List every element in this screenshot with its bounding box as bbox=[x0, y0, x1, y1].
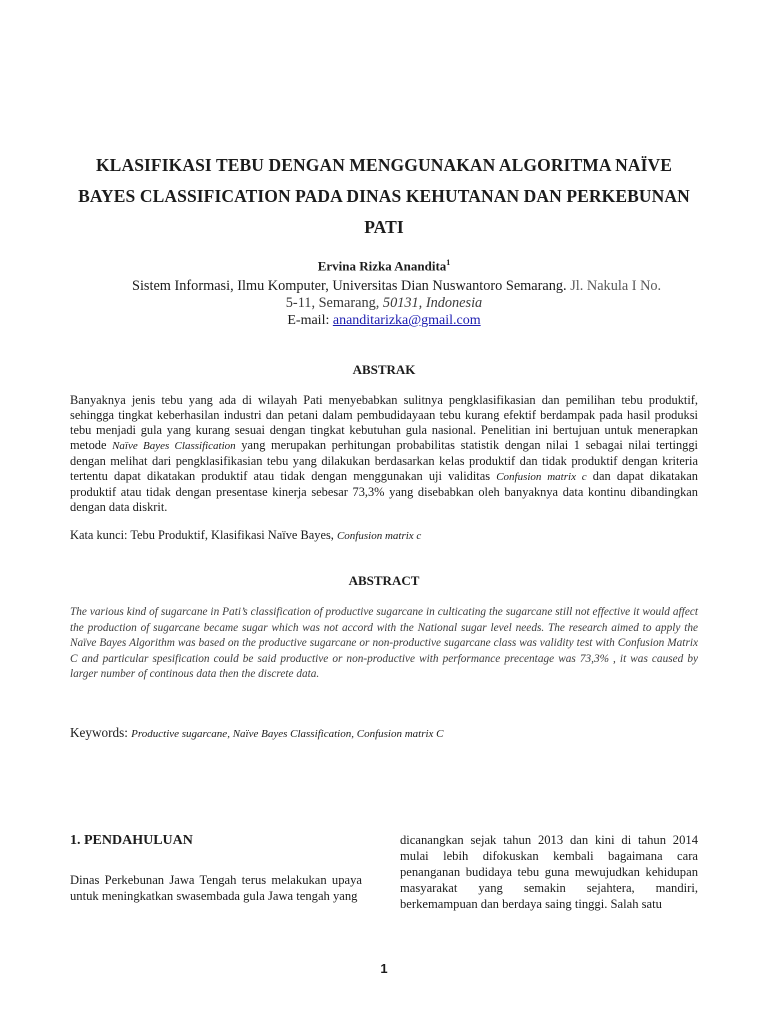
abstrak-body bbox=[70, 393, 698, 515]
email-line bbox=[0, 313, 768, 329]
author-name bbox=[0, 258, 768, 274]
abstract-body: The various kind of sugarcane in Pati’s classification of productive sugarcane in culticating the sugarcane still not effective it would affect the production of sugarcane became sugar which was not accord with the National sugar level needs. The research aimed to apply the Naïve Bayes Algorithm was based on the productive sugarcane or non-productive sugarcane class was validity test with Confusion Matrix C and particular spesification could be said productive or non-productive with performance precentage was 73,3% , it was caused by larger number of continous data then the discrete data. bbox=[70, 606, 698, 680]
abstrak-text-1: Banyaknya jenis tebu yang ada di wilayah Pati menyebabkan sulitnya pengklasifikasian dan pemilihan tebu produktif, sehingga tingkat keberhasilan industri dan petani dalam pembudidayaan tebu kurang efektif berdampak pada hasil produksi tebu menjadi gula yang kurang sesuai dengan tingkat kebutuhan gula nasional. Penelitian ini bertujuan untuk menerapkan metode bbox=[70, 393, 698, 452]
keywords-text: Productive sugarcane, Naïve Bayes Classification, Confusion matrix C bbox=[131, 728, 444, 740]
affiliation-line-1 bbox=[132, 278, 661, 295]
keywords-label: Keywords: bbox=[70, 725, 132, 740]
affiliation-postcode: 50131, Indonesia bbox=[379, 295, 483, 311]
email-link[interactable]: ananditarizka@gmail.com bbox=[332, 313, 481, 328]
title-line-3: PATI bbox=[364, 217, 404, 237]
kata-kunci-term: Confusion matrix c bbox=[336, 530, 422, 542]
affiliation-institution: Sistem Informasi, Ilmu Komputer, Universitas Dian Nuswantoro Semarang. bbox=[132, 278, 567, 294]
abstrak-text-3: dan dapat dikatakan produktif atau tidak dengan presentase kinerja sebesar 73,3% yang disebabkan oleh banyaknya data kontinu dibandingkan dengan data diskrit. bbox=[70, 469, 698, 514]
kata-kunci bbox=[70, 528, 710, 543]
kata-kunci-label: Kata kunci: Tebu Produktif, Klasifikasi Naïve Bayes, bbox=[70, 528, 337, 542]
abstrak-text-2: yang merupakan perhitungan probabilitas statistik dengan nilai 1 sebagai nilai tertinggi dengan melihat dari pengklasifikasian tebu yang dilakukan berdasarkan kelas produktif dan tidak produktif dengan kriteria tertentu dapat dikatakan produktif atau tidak dengan menggunakan uji validitas bbox=[70, 438, 699, 483]
page-number: 1 bbox=[380, 961, 388, 976]
section-heading-pendahuluan: 1. PENDAHULUAN bbox=[70, 833, 193, 848]
keywords bbox=[70, 725, 444, 741]
affiliation-street: Jl. Nakula I No. bbox=[566, 278, 662, 294]
abstrak-term-confusion: Confusion matrix c bbox=[496, 471, 587, 483]
section-left-column: Dinas Perkebunan Jawa Tengah terus melakukan upaya untuk meningkatkan swasembada gula Jawa tengah yang bbox=[70, 873, 362, 903]
abstrak-heading: ABSTRAK bbox=[352, 362, 416, 377]
section-right-column: dicanangkan sejak tahun 2013 dan kini di tahun 2014 mulai lebih difokuskan kembali bagaimana cara penanganan budidaya tebu guna mewujudkan kehidupan masyarakat yang semakin sejahtera, mandiri, berkemampuan dan berdaya saing tinggi. Salah satu bbox=[400, 833, 698, 911]
author-superscript: 1 bbox=[446, 258, 451, 267]
title-line-1: KLASIFIKASI TEBU DENGAN MENGGUNAKAN ALGORITMA NAÏVE bbox=[95, 155, 673, 175]
email-label: E-mail: bbox=[287, 313, 333, 328]
title-line-2: BAYES CLASSIFICATION PADA DINAS KEHUTANAN DAN PERKEBUNAN bbox=[78, 186, 690, 206]
affiliation-line-2 bbox=[0, 295, 768, 312]
abstract-heading: ABSTRACT bbox=[348, 573, 420, 588]
abstrak-term-naive-bayes: Naïve Bayes Classification bbox=[112, 440, 236, 452]
affiliation-city: 5-11, Semarang, bbox=[285, 295, 380, 311]
author-text: Ervina Rizka Anandita bbox=[317, 258, 447, 274]
paper-title bbox=[60, 150, 708, 243]
